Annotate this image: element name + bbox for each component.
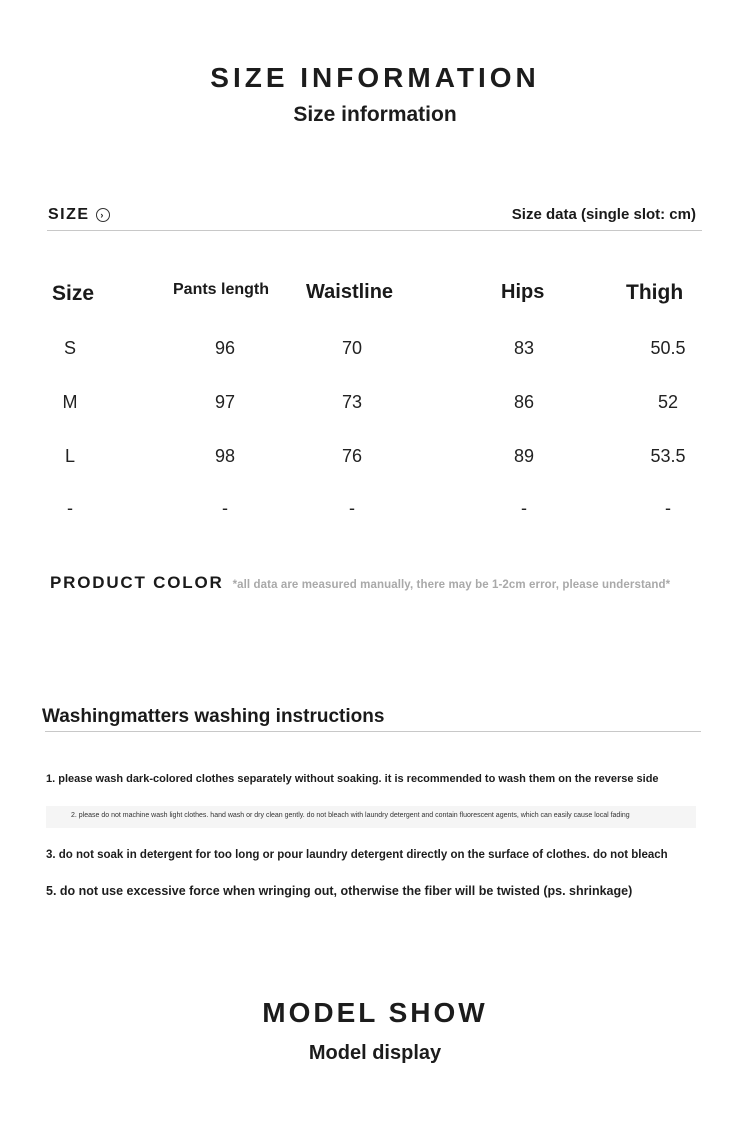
product-color-row bbox=[50, 573, 670, 593]
table-cell: - bbox=[67, 498, 73, 518]
table-cell: 53.5 bbox=[650, 446, 686, 466]
model-show-subtitle: Model display bbox=[308, 1042, 442, 1064]
table-cell: - bbox=[222, 498, 228, 518]
table-cell: 83 bbox=[513, 338, 535, 358]
table-cell: M bbox=[62, 392, 78, 412]
table-cell: 52 bbox=[657, 392, 679, 412]
page-title: SIZE INFORMATION bbox=[210, 62, 540, 93]
table-cell: 76 bbox=[341, 446, 363, 466]
table-header-waistline: Waistline bbox=[306, 281, 394, 303]
size-label-text: SIZE bbox=[48, 206, 90, 223]
measurement-note: *all data are measured manually, there may be 1-2cm error, please understand* bbox=[232, 579, 671, 591]
size-unit-note: Size data (single slot: cm) bbox=[511, 206, 696, 223]
circled-chevron-right-icon: › bbox=[96, 208, 110, 222]
table-header-thigh: Thigh bbox=[626, 281, 684, 304]
table-cell: - bbox=[665, 498, 671, 518]
table-header-pants-length: Pants length bbox=[173, 281, 270, 298]
table-cell: L bbox=[64, 446, 76, 466]
table-header-hips: Hips bbox=[501, 281, 545, 303]
divider bbox=[45, 731, 701, 732]
table-cell: 73 bbox=[341, 392, 363, 412]
washing-title: Washingmatters washing instructions bbox=[42, 706, 385, 727]
product-color-title: PRODUCT COLOR bbox=[50, 573, 224, 592]
table-cell: 86 bbox=[513, 392, 535, 412]
table-cell: 50.5 bbox=[650, 338, 686, 358]
size-section-label bbox=[48, 206, 110, 224]
table-cell: 96 bbox=[214, 338, 236, 358]
washing-instruction-2: 2. please do not machine wash light clothes. hand wash or dry clean gently. do not bleach with laundry detergent and contain fluorescent agents, which can easily cause local fading bbox=[71, 812, 630, 819]
table-cell: S bbox=[63, 338, 77, 358]
table-cell: - bbox=[521, 498, 527, 518]
table-header-size: Size bbox=[52, 282, 95, 305]
table-cell: - bbox=[349, 498, 355, 518]
divider bbox=[47, 230, 702, 231]
washing-instruction-2-box bbox=[46, 806, 696, 828]
table-cell: 70 bbox=[341, 338, 363, 358]
washing-instruction-3: 3. do not soak in detergent for too long or pour laundry detergent directly on the surface of clothes. do not bleach bbox=[46, 849, 668, 861]
washing-instruction-1: 1. please wash dark-colored clothes separately without soaking. it is recommended to wash them on the reverse side bbox=[46, 773, 659, 785]
table-cell: 97 bbox=[214, 392, 236, 412]
table-cell: 98 bbox=[214, 446, 236, 466]
washing-instruction-5: 5. do not use excessive force when wringing out, otherwise the fiber will be twisted (ps. shrinkage) bbox=[46, 884, 633, 898]
model-show-title: MODEL SHOW bbox=[262, 997, 488, 1028]
page-subtitle: Size information bbox=[293, 103, 457, 126]
table-cell: 89 bbox=[513, 446, 535, 466]
